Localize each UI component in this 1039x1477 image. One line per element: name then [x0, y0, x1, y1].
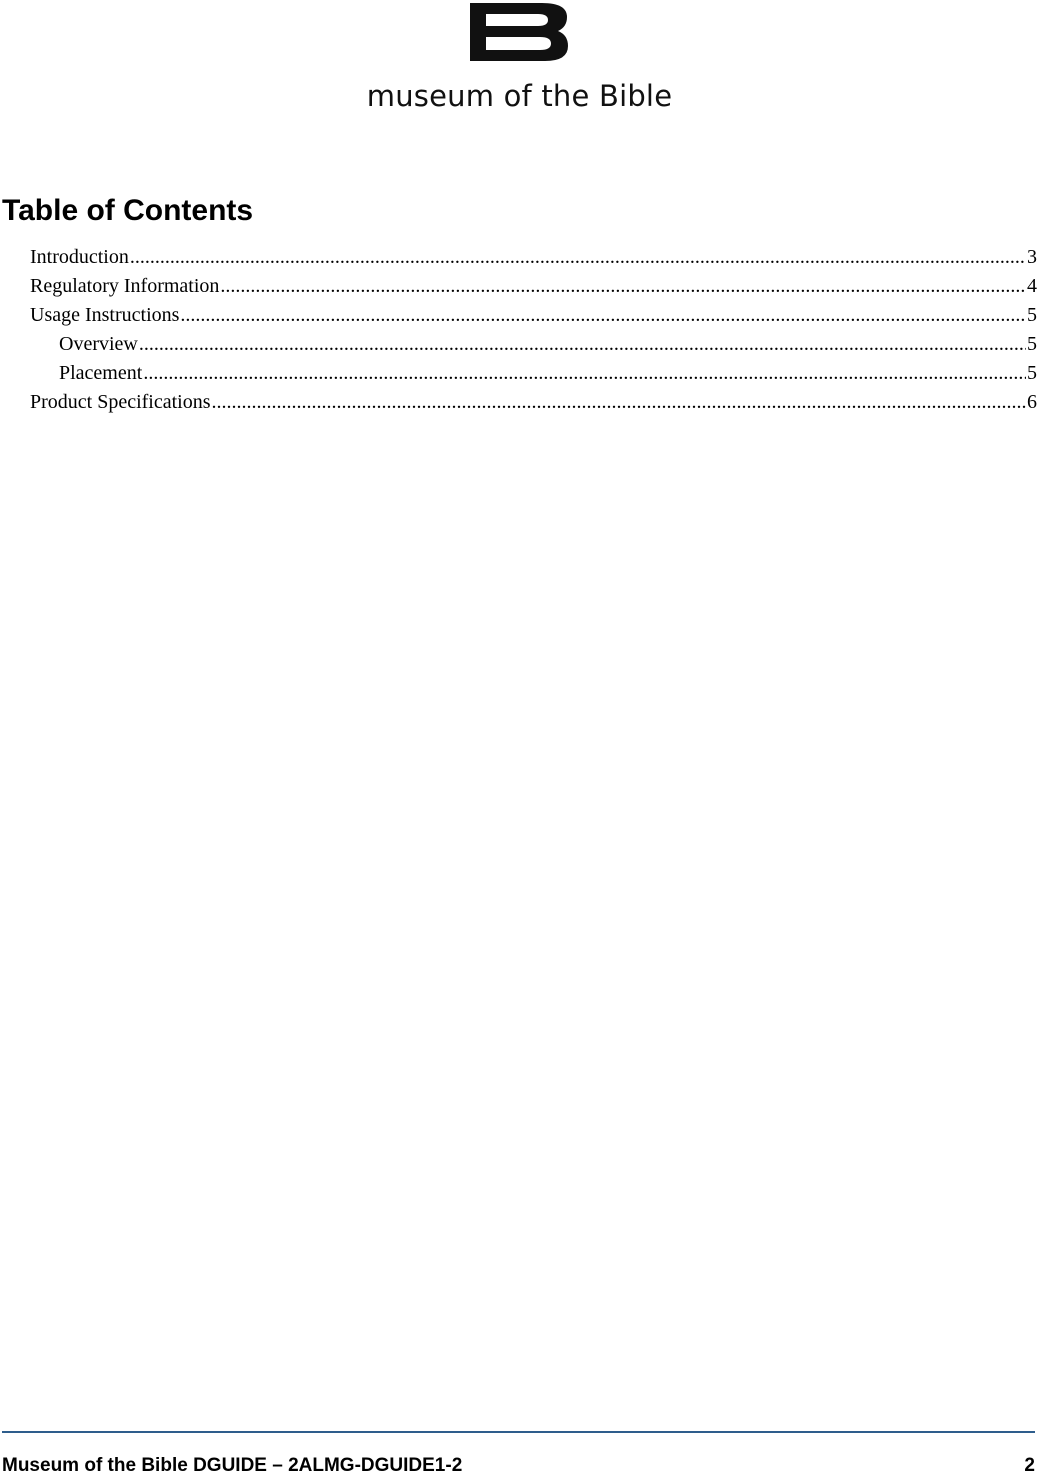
toc-entry-title: Placement	[59, 362, 143, 384]
toc-dot-leader	[139, 330, 1026, 359]
logo	[0, 0, 1039, 120]
toc-entry-usage-instructions[interactable]	[30, 301, 1037, 330]
toc-entry-page: 4	[1027, 275, 1037, 297]
toc-entry-overview[interactable]	[30, 330, 1037, 359]
toc-entry-regulatory-information[interactable]	[30, 272, 1037, 301]
table-of-contents	[30, 243, 1037, 417]
toc-dot-leader	[130, 243, 1026, 272]
toc-entry-product-specifications[interactable]	[30, 388, 1037, 417]
toc-dot-leader	[143, 359, 1026, 388]
toc-dot-leader	[212, 388, 1026, 417]
footer-document-title: Museum of the Bible DGUIDE – 2ALMG-DGUIDE1-2	[2, 1455, 463, 1476]
footer-page-number: 2	[1024, 1455, 1035, 1476]
toc-entry-title: Product Specifications	[30, 391, 211, 413]
toc-dot-leader	[220, 272, 1026, 301]
toc-entry-page: 3	[1027, 246, 1037, 268]
museum-b-logo-icon	[470, 3, 568, 61]
toc-entry-page: 5	[1027, 333, 1037, 355]
toc-entry-page: 6	[1027, 391, 1037, 413]
logo-wordmark: museum of the Bible	[366, 79, 673, 113]
toc-entry-title: Overview	[59, 333, 138, 355]
footer-divider	[2, 1431, 1035, 1433]
toc-entry-title: Introduction	[30, 246, 129, 268]
toc-entry-placement[interactable]	[30, 359, 1037, 388]
toc-entry-page: 5	[1027, 362, 1037, 384]
toc-entry-introduction[interactable]	[30, 243, 1037, 272]
toc-entry-page: 5	[1027, 304, 1037, 326]
toc-entry-title: Regulatory Information	[30, 275, 220, 297]
toc-heading: Table of Contents	[2, 194, 254, 227]
toc-entry-title: Usage Instructions	[30, 304, 180, 326]
toc-dot-leader	[180, 301, 1026, 330]
